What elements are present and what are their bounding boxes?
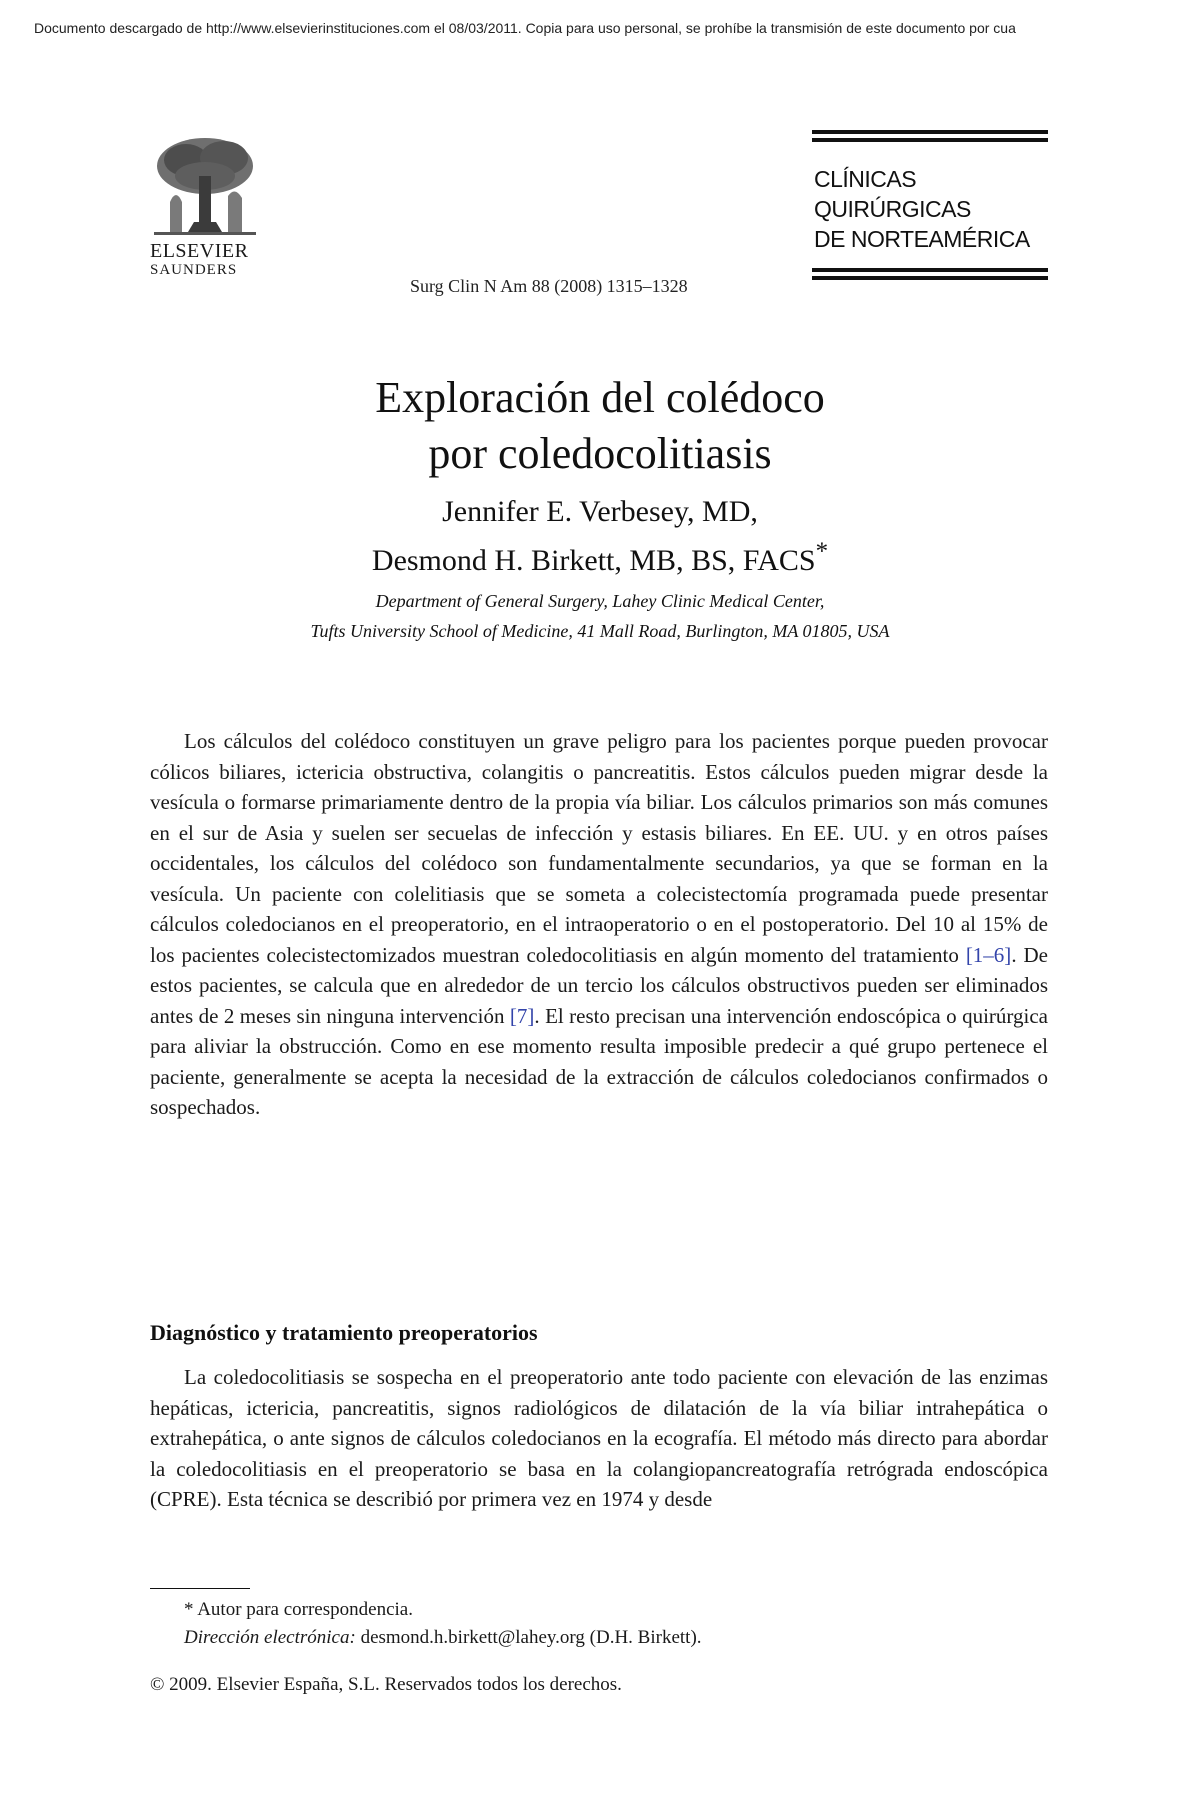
footnote-divider <box>150 1588 250 1589</box>
affiliation-line-2: Tufts University School of Medicine, 41 Mall Road, Burlington, MA 01805, USA <box>310 621 890 641</box>
footnote-email-address[interactable]: desmond.h.birkett@lahey.org (D.H. Birkett). <box>355 1627 702 1648</box>
author-2 <box>150 532 1050 581</box>
affiliation-line-1: Department of General Surgery, Lahey Clinic Medical Center, <box>375 591 825 611</box>
citation-link-7[interactable]: [7] <box>509 1003 535 1028</box>
author-list <box>150 492 1050 581</box>
footnote-email-label: Dirección electrónica: <box>184 1627 356 1648</box>
section-paragraph: La coledocolitiasis se sospecha en el preoperatorio ante todo paciente con elevación de las enzimas hepáticas, ictericia, pancreatitis, signos radiológicos de dilatación de la vía biliar intrahepática o extrahepática, o ante signos de cálculos coledocianos en la ecografía. El método más directo para abordar la coledocolitiasis en el preoperatorio se basa en la colangiopancreatografía retrógrada endoscópica (CPRE). Esta técnica se describió por primera vez en 1974 y desde <box>150 1365 1048 1511</box>
download-watermark: Documento descargado de http://www.elsevierinstituciones.com el 08/03/2011. Copia para uso personal, se prohíbe la transmisión de este documento por cua <box>34 20 1016 36</box>
elsevier-tree-logo <box>150 132 260 238</box>
article-title <box>150 370 1050 482</box>
author-2-name: Desmond H. Birkett, MB, BS, FACS <box>371 544 816 577</box>
section-heading: Diagnóstico y tratamiento preoperatorios <box>150 1320 538 1345</box>
publisher-name: ELSEVIER <box>150 240 249 262</box>
intro-text-1: Los cálculos del colédoco constituyen un grave peligro para los pacientes porque pueden provocar cólicos biliares, ictericia obstructiva, colangitis o pancreatitis. Estos cálculos pueden migrar desde la vesícula o formarse primariamente dentro de la propia vía biliar. Los cálculos primarios son más comunes en el sur de Asia y suelen ser secuelas de infección y estasis biliares. En EE. UU. y en otros países occidentales, los cálculos del colédoco son fundamentalmente secundarios, ya que se forman en la vesícula. Un paciente con colelitiasis que se someta a colecistectomía programada puede presentar cálculos coledocianos en el preoperatorio, en el intraoperatorio o en el postoperatorio. Del 10 al 15% de los pacientes colecistectomizados muestran coledocolitiasis en algún momento del tratamiento <box>150 729 1048 967</box>
intro-text-2: . De estos pacientes, se calcula que en alrededor de un tercio los cálculos obstructivos pueden ser eliminados antes de 2 meses sin ninguna intervención <box>150 942 1048 1028</box>
article-title-line-1: Exploración del colédoco <box>375 373 825 422</box>
journal-title: CLÍNICAS QUIRÚRGICAS DE NORTEAMÉRICA <box>814 166 1030 252</box>
affiliation <box>150 586 1050 646</box>
masthead-bottom-rule <box>812 268 1048 280</box>
citation-link-1-6[interactable]: [1–6] <box>965 942 1012 967</box>
footnote <box>150 1596 1048 1652</box>
copyright-notice: © 2009. Elsevier España, S.L. Reservados todos los derechos. <box>150 1674 622 1695</box>
masthead-top-rule <box>812 130 1048 142</box>
footnote-corresponding: * Autor para correspondencia. <box>184 1599 413 1620</box>
intro-text-3: . El resto precisan una intervención endoscópica o quirúrgica para aliviar la obstrucción. Como en ese momento resulta imposible predecir a qué grupo pertenece el paciente, generalmente se acepta la necesidad de la extracción de cálculos coledocianos confirmados o sospechados. <box>150 1003 1048 1119</box>
publisher-logo <box>150 132 272 278</box>
journal-masthead <box>812 130 1048 280</box>
corresponding-mark: * <box>815 538 829 565</box>
publisher-imprint: SAUNDERS <box>150 262 238 278</box>
intro-paragraph <box>150 726 1048 1123</box>
journal-citation: Surg Clin N Am 88 (2008) 1315–1328 <box>410 276 688 296</box>
footnote-email <box>150 1624 1048 1652</box>
article-title-line-2: por coledocolitiasis <box>428 429 772 478</box>
author-1: Jennifer E. Verbesey, MD, <box>442 495 758 528</box>
